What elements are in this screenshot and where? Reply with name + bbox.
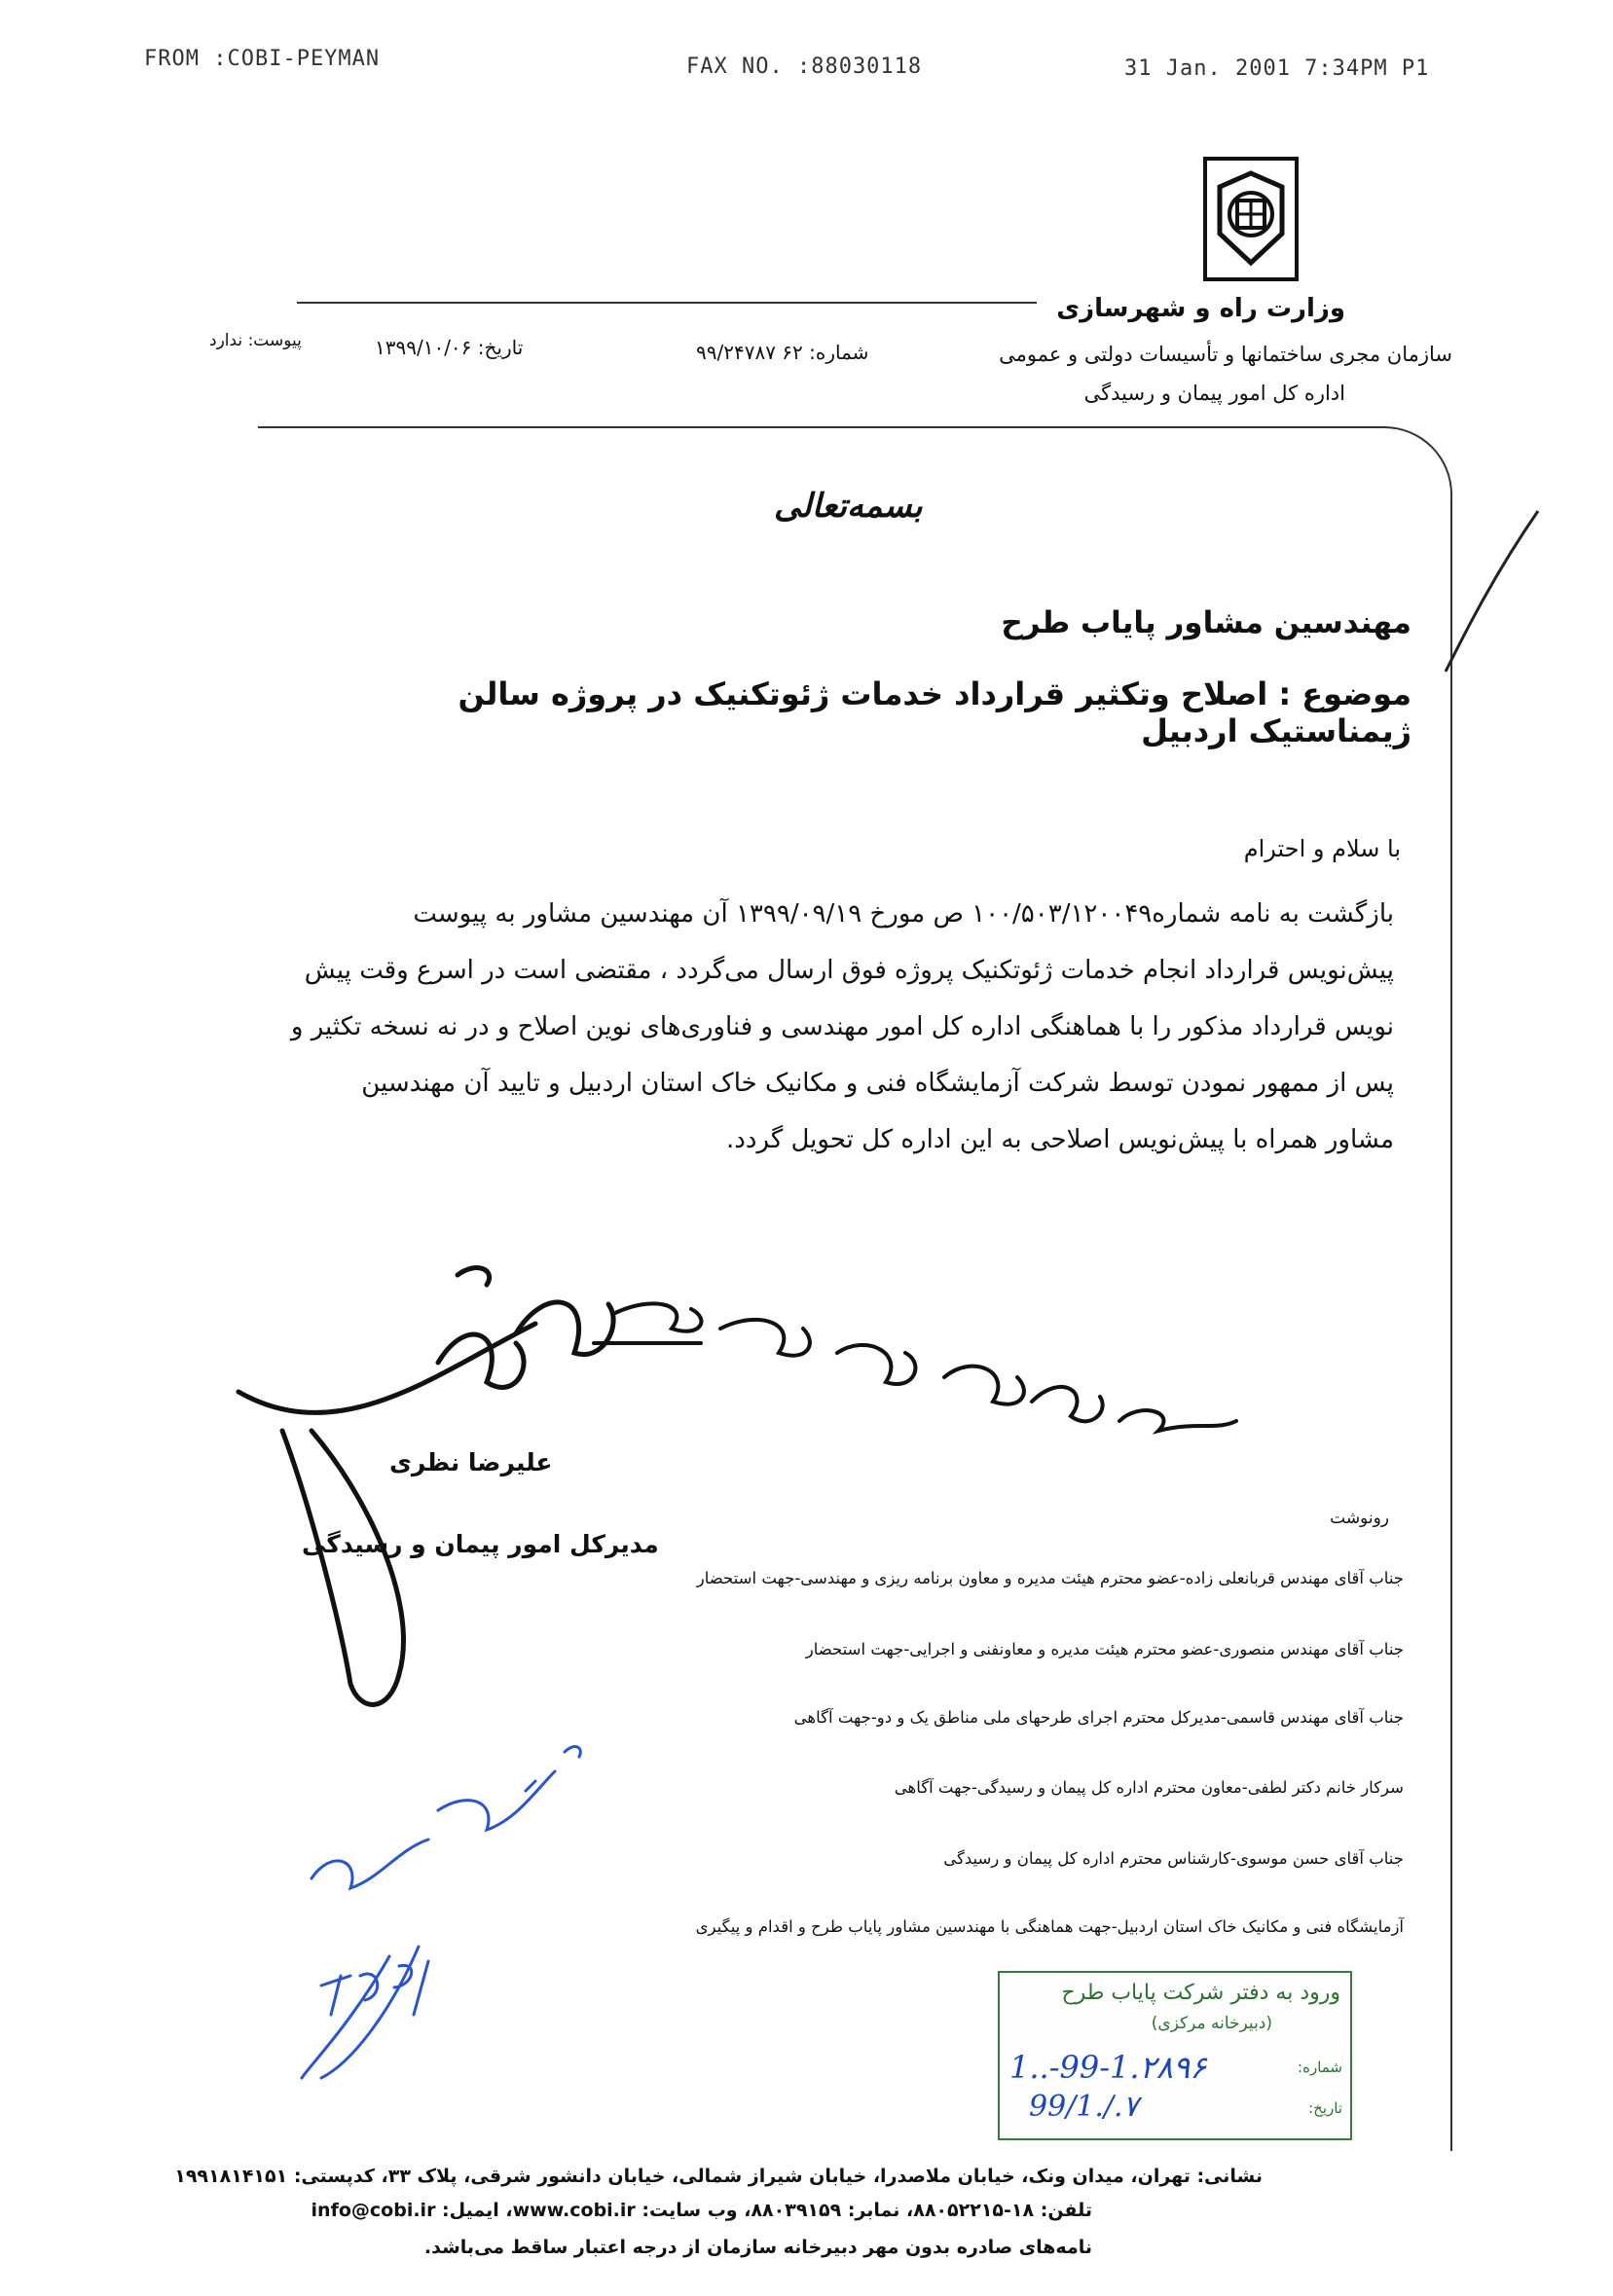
- cc-item: جناب آقای مهندس قاسمی-مدیرکل محترم اجرای طرحهای ملی مناطق یک و دو-جهت آگاهی: [793, 1708, 1404, 1727]
- fax-number: FAX NO. :88030118: [686, 55, 923, 79]
- invocation: بسمه‌تعالی: [774, 487, 923, 526]
- body-line: نویس قرارداد مذکور را با هماهنگی اداره کل امور مهندسی و فناوری‌های نوین اصلاح و در نه نسخه تکثیر و: [290, 1012, 1394, 1041]
- subject: موضوع : اصلاح وتکثیر قرارداد خدمات ژئوتکنیک در پروژه سالن ژیمناستیک اردبیل: [458, 675, 1411, 749]
- stamp-date-value: 99/1./.۷: [1029, 2090, 1139, 2124]
- header-divider: [297, 302, 1037, 304]
- received-stamp: [998, 1971, 1352, 2140]
- signer-title: مدیرکل امور پیمان و رسیدگی: [302, 1530, 659, 1558]
- letter-date-value: ۱۳۹۹/۱۰/۰۶: [375, 336, 472, 359]
- organization-name: سازمان مجری ساختمانها و تأسیسات دولتی و عمومی: [999, 343, 1452, 366]
- cc-item: آزمایشگاه فنی و مکانیک خاک استان اردبیل-جهت هماهنگی با مهندسین مشاور پایاب طرح و اقدام و پیگیری: [695, 1917, 1404, 1936]
- letter-body: [231, 886, 1394, 1168]
- stamp-number-label: شماره:: [1298, 2059, 1342, 2076]
- ministry-emblem-icon: [1202, 156, 1300, 282]
- letter-attachment: [209, 331, 302, 350]
- letter-date-label: تاریخ:: [477, 336, 524, 359]
- stamp-title: ورود به دفتر شرکت پایاب طرح: [1061, 1981, 1340, 2005]
- letter-date: [375, 336, 523, 359]
- signer-name: علیرضا نظری: [389, 1448, 553, 1476]
- cc-item: سرکار خانم دکتر لطفی-معاون محترم اداره کل پیمان و رسیدگی-جهت آگاهی: [894, 1778, 1404, 1797]
- letter-number-value: ۶۲ ۹۹/۲۴۷۸۷: [696, 341, 803, 364]
- recipient: مهندسین مشاور پایاب طرح: [1001, 605, 1411, 640]
- ministry-name: وزارت راه و شهرسازی: [1056, 294, 1345, 323]
- cc-item: جناب آقای مهندس قربانعلی زاده-عضو محترم هیئت مدیره و معاون برنامه ریزی و مهندسی-جهت استحضار: [696, 1569, 1404, 1587]
- cc-item: جناب آقای حسن موسوی-کارشناس محترم اداره کل پیمان و رسیدگی: [943, 1849, 1404, 1868]
- stamp-subtitle: (دبیرخانه مرکزی): [1151, 2014, 1272, 2033]
- stamp-number-value: 1..-99-1.۲۸۹۶: [1009, 2049, 1207, 2086]
- body-line: پس از ممهور نمودن توسط شرکت آزمایشگاه فنی و مکانیک خاک استان اردبیل و تایید آن مهندسین: [361, 1069, 1394, 1098]
- margin-pen-stroke-icon: [1436, 506, 1543, 681]
- footer-address: نشانی: تهران، میدان ونک، خیابان ملاصدرا، خیابان شیراز شمالی، خیابان دانشور شرقی، پلاک ۳۳، کدپستی: ۱۹۹۱۸۱۴۱۵۱: [174, 2166, 1263, 2187]
- footer-contact: تلفن: ۱۸-۸۸۰۵۲۲۱۵، نمابر: ۸۸۰۳۹۱۵۹، وب سایت: www.cobi.ir، ایمیل: info@cobi.ir: [311, 2200, 1092, 2221]
- body-line: پیش‌نویس قرارداد انجام خدمات ژئوتکنیک پروژه فوق ارسال می‌گردد ، مقتضی است در اسرع وقت پیش: [304, 956, 1394, 985]
- attachment-value: ندارد: [209, 331, 243, 350]
- attachment-label: پیوست:: [247, 331, 302, 350]
- signature-icon: [224, 1256, 633, 1713]
- body-line: مشاور همراه با پیش‌نویس اصلاحی به این اداره کل تحویل گردد.: [726, 1125, 1394, 1154]
- department-name: اداره کل امور پیمان و رسیدگی: [1083, 382, 1345, 405]
- handwritten-note: [574, 1285, 1246, 1450]
- stamp-date-label: تاریخ:: [1308, 2099, 1342, 2117]
- letter-number-label: شماره:: [809, 341, 869, 364]
- cc-item: جناب آقای مهندس منصوری-عضو محترم هیئت مدیره و معاونفنی و اجرایی-جهت استحضار: [805, 1640, 1404, 1658]
- fax-from: FROM :COBI-PEYMAN: [144, 47, 381, 71]
- cc-label: رونوشت: [1330, 1509, 1389, 1528]
- letter-number: [696, 341, 868, 364]
- fax-datetime: 31 Jan. 2001 7:34PM P1: [1124, 56, 1430, 81]
- footer-notice: نامه‌های صادره بدون مهر دبیرخانه سازمان از درجه اعتبار ساقط می‌باشد.: [423, 2237, 1092, 2258]
- blue-handwriting-icon: [292, 1732, 633, 2083]
- greeting: با سلام و احترام: [1243, 835, 1401, 862]
- body-line: بازگشت به نامه شماره۱۰۰/۵۰۳/۱۲۰۰۴۹ ص مورخ ۱۳۹۹/۰۹/۱۹ آن مهندسین مشاور به پیوست: [413, 899, 1394, 929]
